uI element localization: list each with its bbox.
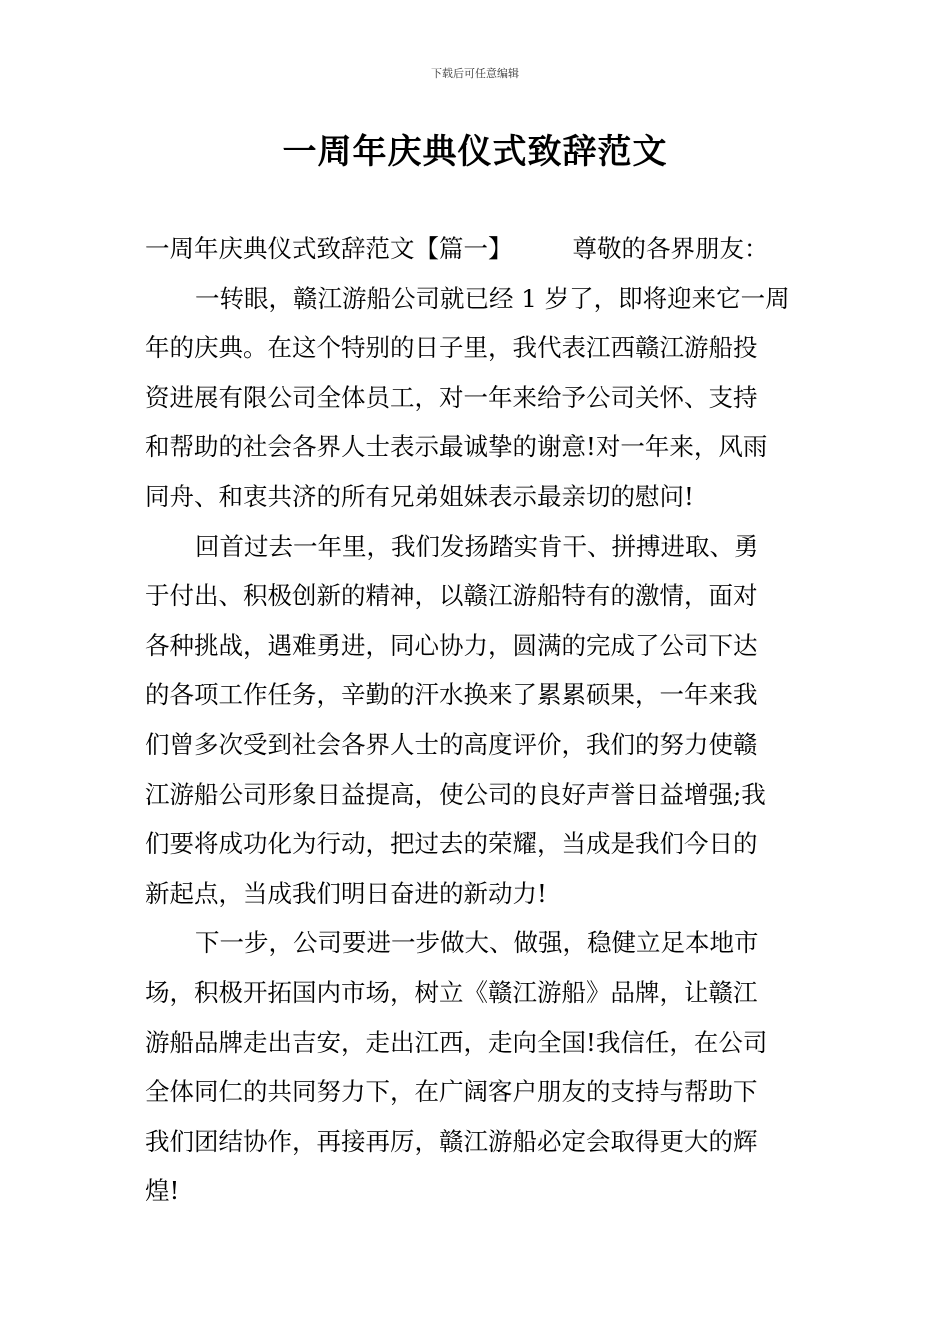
paragraph-line: 同舟、和衷共济的所有兄弟姐妹表示最亲切的慰问! (145, 481, 694, 511)
paragraph-1 (145, 274, 811, 522)
paragraph-2 (145, 522, 811, 919)
section-heading-line (145, 224, 811, 274)
page-title: 一周年庆典仪式致辞范文 (282, 132, 668, 172)
paragraph-line: 们要将成功化为行动，把过去的荣耀，当成是我们今日的 (145, 829, 758, 859)
paragraph-line: 一转眼，赣江游船公司就已经 1 岁了，即将迎来它一周 (195, 283, 790, 313)
paragraph-line: 的各项工作任务，辛勤的汗水换来了累累硕果，一年来我 (145, 680, 758, 710)
paragraph-line: 和帮助的社会各界人士表示最诚挚的谢意!对一年来，风雨 (145, 432, 768, 462)
salutation: 尊敬的各界朋友： (572, 234, 769, 263)
paragraph-line: 们曾多次受到社会各界人士的高度评价，我们的努力使赣 (145, 729, 758, 759)
paragraph-line: 我们团结协作，再接再厉，赣江游船必定会取得更大的辉 (145, 1126, 758, 1156)
paragraph-line: 场，积极开拓国内市场，树立《赣江游船》品牌，让赣江 (145, 977, 758, 1007)
paragraph-line: 于付出、积极创新的精神，以赣江游船特有的激情，面对 (145, 581, 758, 611)
header-note: 下载后可任意编辑 (431, 67, 519, 80)
paragraph-3 (145, 918, 811, 1216)
paragraph-line: 年的庆典。在这个特别的日子里，我代表江西赣江游船投 (145, 333, 758, 363)
paragraph-line: 资进展有限公司全体员工，对一年来给予公司关怀、支持 (145, 382, 758, 412)
section-label: 一周年庆典仪式致辞范文【篇一】 (145, 234, 513, 263)
paragraph-line: 各种挑战，遇难勇进，同心协力，圆满的完成了公司下达 (145, 630, 758, 660)
paragraph-line: 回首过去一年里，我们发扬踏实肯干、拼搏进取、勇 (195, 531, 759, 561)
paragraph-line: 下一步，公司要进一步做大、做强，稳健立足本地市 (195, 928, 759, 958)
paragraph-line: 全体同仁的共同努力下，在广阔客户朋友的支持与帮助下 (145, 1077, 758, 1107)
paragraph-line: 江游船公司形象日益提高，使公司的良好声誉日益增强;我 (145, 779, 766, 809)
document-body (145, 224, 811, 1216)
paragraph-line: 新起点，当成我们明日奋进的新动力! (145, 878, 547, 908)
paragraph-line: 煌! (145, 1176, 180, 1206)
paragraph-line: 游船品牌走出吉安，走出江西，走向全国!我信任，在公司 (145, 1027, 768, 1057)
